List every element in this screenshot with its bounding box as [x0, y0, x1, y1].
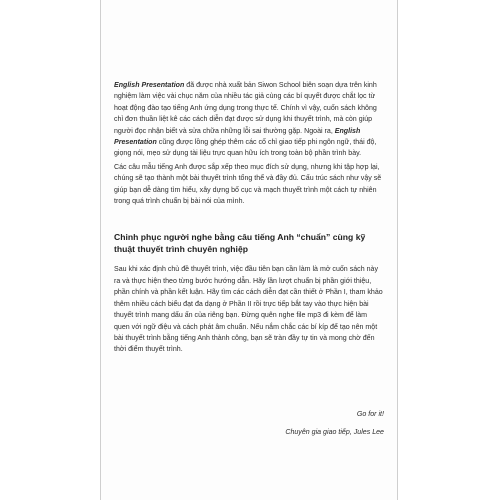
intro-paragraph-2: Các câu mẫu tiếng Anh được sắp xếp theo mục đích sử dụng, nhưng khi tập hợp lại, chúng sẽ tạo thành một bài thuyết trình tổng thể và đầy đủ. Cấu trúc sách như vậy sẽ giúp bạn dễ dàng tìm hiểu, xây dựng bố cục và mạch thuyết trình một cách tự nhiên trong quá trình chuẩn bị bài nói của mình. — [114, 163, 382, 206]
section-paragraph: Sau khi xác định chủ đề thuyết trình, việc đầu tiên bạn cần làm là mở cuốn sách này ra và thực hiện theo từng bước hướng dẫn. Hãy lần lượt chuẩn bị phần giới thiệu, phần chính và phần kết luận. Hãy tìm các cách diễn đạt cần thiết ở Phần I, tham khảo thêm nhiều cách biểu đạt đa dạng ở Phần II rồi trực tiếp bắt tay vào thực hiện bài thuyết trình mang dấu ấn của riêng bạn. Đừng quên nghe file mp3 đi kèm để làm quen với ngữ điệu và cách phát âm chuẩn. Nếu nắm chắc các bí kíp để tạo nên một bài thuyết trình bằng tiếng Anh thành công, bạn sẽ tràn đầy tự tin và mong chờ đến thời điểm thuyết trình. — [114, 266, 383, 354]
intro-paragraph-1-text-end: cũng được lồng ghép thêm các cố chỉ giao tiếp phi ngôn ngữ, thái độ, giọng nói, mẹo sử dụng tài liệu trực quan hữu ích trong toàn bộ phần trình bày. — [114, 139, 377, 158]
intro-paragraph-1 — [114, 80, 384, 160]
book-title-emphasis: English Presentation — [114, 127, 361, 147]
section-heading: Chinh phục người nghe bằng câu tiếng Anh “chuẩn” cùng kỹ thuật thuyết trình chuyên nghiệp — [114, 232, 366, 255]
author-signature: Chuyên gia giao tiếp, Jules Lee — [285, 429, 384, 437]
page-content — [114, 80, 384, 439]
closing-line: Go for it! — [356, 410, 384, 418]
book-title-emphasis: English Presentation — [114, 82, 185, 89]
intro-paragraph-1-text: đã được nhà xuất bản Siwon School biên soạn dựa trên kinh nghiệm làm việc vài chục năm của nhiều tác giả cùng các bí quyết được chắt lọc từ hoạt động đào tạo tiếng Anh ứng dụng trong thực tế. Chính vì vậy, cuốn sách không chỉ đơn thuần liệt kê các cách diễn đạt được sử dụng khi thuyết trình, mà còn giúp người đọc nhận biết và sửa chữa những lỗi sai thường gặp. Ngoài ra, — [114, 82, 377, 135]
